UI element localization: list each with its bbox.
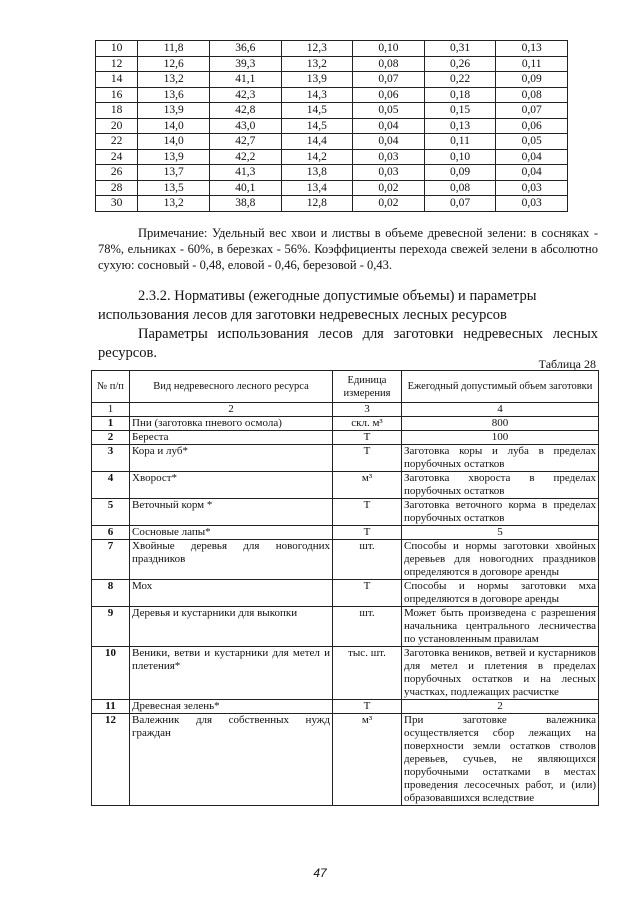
table-caption: Таблица 28 bbox=[538, 357, 596, 371]
table-row bbox=[96, 165, 568, 181]
note-text: Примечание: Удельный вес хвои и листвы в объеме древесной зелени: в сосняках - 78%, ельниках - 60%, в березках - 56%. Коэффициенты перехода свежей зелени в абсолютно сухую: сосновый - 0,48, еловой - 0,46, березовой - 0,43. bbox=[98, 226, 598, 272]
table-row bbox=[96, 72, 568, 88]
row-number: 12 bbox=[92, 714, 130, 806]
table-row bbox=[96, 180, 568, 196]
table-row bbox=[92, 526, 599, 540]
table-cell: 0,03 bbox=[496, 180, 568, 196]
annual-volume: Заготовка веточного корма в пределах порубочных остатков bbox=[402, 499, 599, 526]
table-cell: 13,8 bbox=[281, 165, 353, 181]
table-row bbox=[92, 647, 599, 700]
table-cell: 43,0 bbox=[209, 118, 281, 134]
annual-volume: 2 bbox=[402, 700, 599, 714]
resource-name: Валежник для собственных нужд граждан bbox=[130, 714, 333, 806]
table-cell: 0,11 bbox=[496, 56, 568, 72]
table-note bbox=[98, 225, 598, 273]
resource-name: Древесная зелень* bbox=[130, 700, 333, 714]
header-number: № п/п bbox=[92, 371, 130, 403]
table-cell: 20 bbox=[96, 118, 138, 134]
table-cell: 12,6 bbox=[138, 56, 210, 72]
table-cell: 0,06 bbox=[353, 87, 425, 103]
table-cell: 0,05 bbox=[496, 134, 568, 150]
table-cell: 0,06 bbox=[496, 118, 568, 134]
row-number: 6 bbox=[92, 526, 130, 540]
table-row bbox=[92, 607, 599, 647]
table-row bbox=[92, 472, 599, 499]
unit: шт. bbox=[333, 607, 402, 647]
row-number: 5 bbox=[92, 499, 130, 526]
table-cell: 14,0 bbox=[138, 134, 210, 150]
table-cell: 0,03 bbox=[353, 165, 425, 181]
table-cell: 13,9 bbox=[281, 72, 353, 88]
table-cell: 0,09 bbox=[424, 165, 496, 181]
annual-volume: Заготовка хвороста в пределах порубочных остатков bbox=[402, 472, 599, 499]
resource-name: Хвойные деревья для новогодних праздников bbox=[130, 540, 333, 580]
table-cell: 30 bbox=[96, 196, 138, 212]
table-cell: 41,1 bbox=[209, 72, 281, 88]
table-cell: 0,31 bbox=[424, 41, 496, 57]
table-cell: 0,03 bbox=[496, 196, 568, 212]
table-cell: 13,9 bbox=[138, 149, 210, 165]
table-cell: 0,08 bbox=[424, 180, 496, 196]
table-row bbox=[96, 118, 568, 134]
unit: м³ bbox=[333, 472, 402, 499]
annual-volume: Заготовка веников, ветвей и кустарников для метел и плетения в пределах порубочных остатков и на лесных участках, подлежащих расчистке bbox=[402, 647, 599, 700]
header-resource: Вид недревесного лесного ресурса bbox=[130, 371, 333, 403]
table-row bbox=[92, 700, 599, 714]
table-cell: 0,11 bbox=[424, 134, 496, 150]
row-number: 11 bbox=[92, 700, 130, 714]
table-cell: 0,10 bbox=[424, 149, 496, 165]
unit: Т bbox=[333, 499, 402, 526]
table-cell: 13,5 bbox=[138, 180, 210, 196]
top-data-table bbox=[95, 40, 568, 212]
table-cell: 13,4 bbox=[281, 180, 353, 196]
table-cell: 16 bbox=[96, 87, 138, 103]
resource-name: Сосновые лапы* bbox=[130, 526, 333, 540]
table-row bbox=[96, 134, 568, 150]
col-number-4: 4 bbox=[402, 403, 599, 417]
table-cell: 0,15 bbox=[424, 103, 496, 119]
table-row bbox=[96, 103, 568, 119]
table-cell: 14,3 bbox=[281, 87, 353, 103]
row-number: 10 bbox=[92, 647, 130, 700]
table-cell: 11,8 bbox=[138, 41, 210, 57]
table-row bbox=[92, 445, 599, 472]
table-row bbox=[96, 196, 568, 212]
table-cell: 13,6 bbox=[138, 87, 210, 103]
table-cell: 0,02 bbox=[353, 196, 425, 212]
table-row bbox=[96, 41, 568, 57]
table-cell: 39,3 bbox=[209, 56, 281, 72]
table-cell: 42,3 bbox=[209, 87, 281, 103]
table-cell: 0,10 bbox=[353, 41, 425, 57]
table-cell: 14,0 bbox=[138, 118, 210, 134]
table-cell: 18 bbox=[96, 103, 138, 119]
table-cell: 0,07 bbox=[353, 72, 425, 88]
table-cell: 0,04 bbox=[496, 149, 568, 165]
table-cell: 24 bbox=[96, 149, 138, 165]
table-row bbox=[92, 499, 599, 526]
annual-volume: Заготовка коры и луба в пределах порубочных остатков bbox=[402, 445, 599, 472]
table-cell: 40,1 bbox=[209, 180, 281, 196]
table-cell: 22 bbox=[96, 134, 138, 150]
table-cell: 0,04 bbox=[496, 165, 568, 181]
resource-name: Береста bbox=[130, 431, 333, 445]
resource-name: Кора и луб* bbox=[130, 445, 333, 472]
table-cell: 14,5 bbox=[281, 118, 353, 134]
row-number: 9 bbox=[92, 607, 130, 647]
unit: тыс. шт. bbox=[333, 647, 402, 700]
unit: шт. bbox=[333, 540, 402, 580]
page-number: 47 bbox=[313, 866, 327, 880]
unit: Т bbox=[333, 445, 402, 472]
table-cell: 0,09 bbox=[496, 72, 568, 88]
section-heading bbox=[98, 287, 598, 325]
table-cell: 42,2 bbox=[209, 149, 281, 165]
table-row bbox=[92, 431, 599, 445]
table-cell: 14,4 bbox=[281, 134, 353, 150]
unit: Т bbox=[333, 580, 402, 607]
resource-name: Пни (заготовка пневого осмола) bbox=[130, 417, 333, 431]
table-cell: 14 bbox=[96, 72, 138, 88]
table-cell: 0,05 bbox=[353, 103, 425, 119]
unit: Т bbox=[333, 526, 402, 540]
table-cell: 0,04 bbox=[353, 134, 425, 150]
table-cell: 12 bbox=[96, 56, 138, 72]
header-volume: Ежегодный допустимый объем заготовки bbox=[402, 371, 599, 403]
table-row bbox=[96, 87, 568, 103]
unit: Т bbox=[333, 431, 402, 445]
unit: скл. м³ bbox=[333, 417, 402, 431]
table-cell: 13,9 bbox=[138, 103, 210, 119]
table-cell: 0,08 bbox=[496, 87, 568, 103]
table-cell: 0,04 bbox=[353, 118, 425, 134]
row-number: 8 bbox=[92, 580, 130, 607]
annual-volume: Может быть произведена с разрешения начальника центрального лесничества по установленным правилам bbox=[402, 607, 599, 647]
table-cell: 0,13 bbox=[496, 41, 568, 57]
table-cell: 13,2 bbox=[281, 56, 353, 72]
annual-volume: При заготовке валежника осуществляется сбор лежащих на поверхности земли остатков стволов деревьев, сучьев, не являющихся порубочными остатками в местах проведения лесосечных работ, и (или) образовавшихся вследствие bbox=[402, 714, 599, 806]
table-cell: 13,2 bbox=[138, 72, 210, 88]
table-cell: 12,3 bbox=[281, 41, 353, 57]
row-number: 2 bbox=[92, 431, 130, 445]
table-cell: 0,07 bbox=[496, 103, 568, 119]
table-cell: 14,2 bbox=[281, 149, 353, 165]
table-row bbox=[92, 417, 599, 431]
col-number-1: 1 bbox=[92, 403, 130, 417]
row-number: 3 bbox=[92, 445, 130, 472]
table-cell: 14,5 bbox=[281, 103, 353, 119]
table-cell: 42,7 bbox=[209, 134, 281, 150]
annual-volume: 800 bbox=[402, 417, 599, 431]
table-cell: 10 bbox=[96, 41, 138, 57]
table-cell: 12,8 bbox=[281, 196, 353, 212]
annual-volume: 100 bbox=[402, 431, 599, 445]
table-row bbox=[92, 714, 599, 806]
table-cell: 42,8 bbox=[209, 103, 281, 119]
table-cell: 28 bbox=[96, 180, 138, 196]
table-cell: 0,07 bbox=[424, 196, 496, 212]
table-cell: 36,6 bbox=[209, 41, 281, 57]
annual-volume: Способы и нормы заготовки хвойных деревьев для новогодних праздников определяются в договоре аренды bbox=[402, 540, 599, 580]
table-cell: 0,13 bbox=[424, 118, 496, 134]
table-row bbox=[92, 540, 599, 580]
section-heading-text: 2.3.2. Нормативы (ежегодные допустимые объемы) и параметры использования лесов для заготовки недревесных лесных ресурсов bbox=[98, 288, 537, 323]
table-cell: 0,18 bbox=[424, 87, 496, 103]
section-subheading-text: Параметры использования лесов для заготовки недревесных лесных ресурсов. bbox=[98, 326, 598, 361]
row-number: 4 bbox=[92, 472, 130, 499]
resource-name: Веники, ветви и кустарники для метел и плетения* bbox=[130, 647, 333, 700]
table-row bbox=[92, 580, 599, 607]
annual-volume: Способы и нормы заготовки мха определяются в договоре аренды bbox=[402, 580, 599, 607]
table-row bbox=[96, 56, 568, 72]
resource-name: Деревья и кустарники для выкопки bbox=[130, 607, 333, 647]
col-number-2: 2 bbox=[130, 403, 333, 417]
table-cell: 26 bbox=[96, 165, 138, 181]
table-cell: 13,2 bbox=[138, 196, 210, 212]
table-cell: 38,8 bbox=[209, 196, 281, 212]
header-unit: Единица измерения bbox=[333, 371, 402, 403]
col-number-3: 3 bbox=[333, 403, 402, 417]
resource-name: Веточный корм * bbox=[130, 499, 333, 526]
table-cell: 0,22 bbox=[424, 72, 496, 88]
row-number: 1 bbox=[92, 417, 130, 431]
table-cell: 13,7 bbox=[138, 165, 210, 181]
table-cell: 0,26 bbox=[424, 56, 496, 72]
table-cell: 0,08 bbox=[353, 56, 425, 72]
table-28 bbox=[91, 370, 599, 806]
table-row bbox=[96, 149, 568, 165]
table-cell: 0,03 bbox=[353, 149, 425, 165]
table-header-row bbox=[92, 371, 599, 403]
column-number-row bbox=[92, 403, 599, 417]
row-number: 7 bbox=[92, 540, 130, 580]
unit: Т bbox=[333, 700, 402, 714]
table-cell: 0,02 bbox=[353, 180, 425, 196]
resource-name: Хворост* bbox=[130, 472, 333, 499]
unit: м³ bbox=[333, 714, 402, 806]
resource-name: Мох bbox=[130, 580, 333, 607]
table-cell: 41,3 bbox=[209, 165, 281, 181]
annual-volume: 5 bbox=[402, 526, 599, 540]
